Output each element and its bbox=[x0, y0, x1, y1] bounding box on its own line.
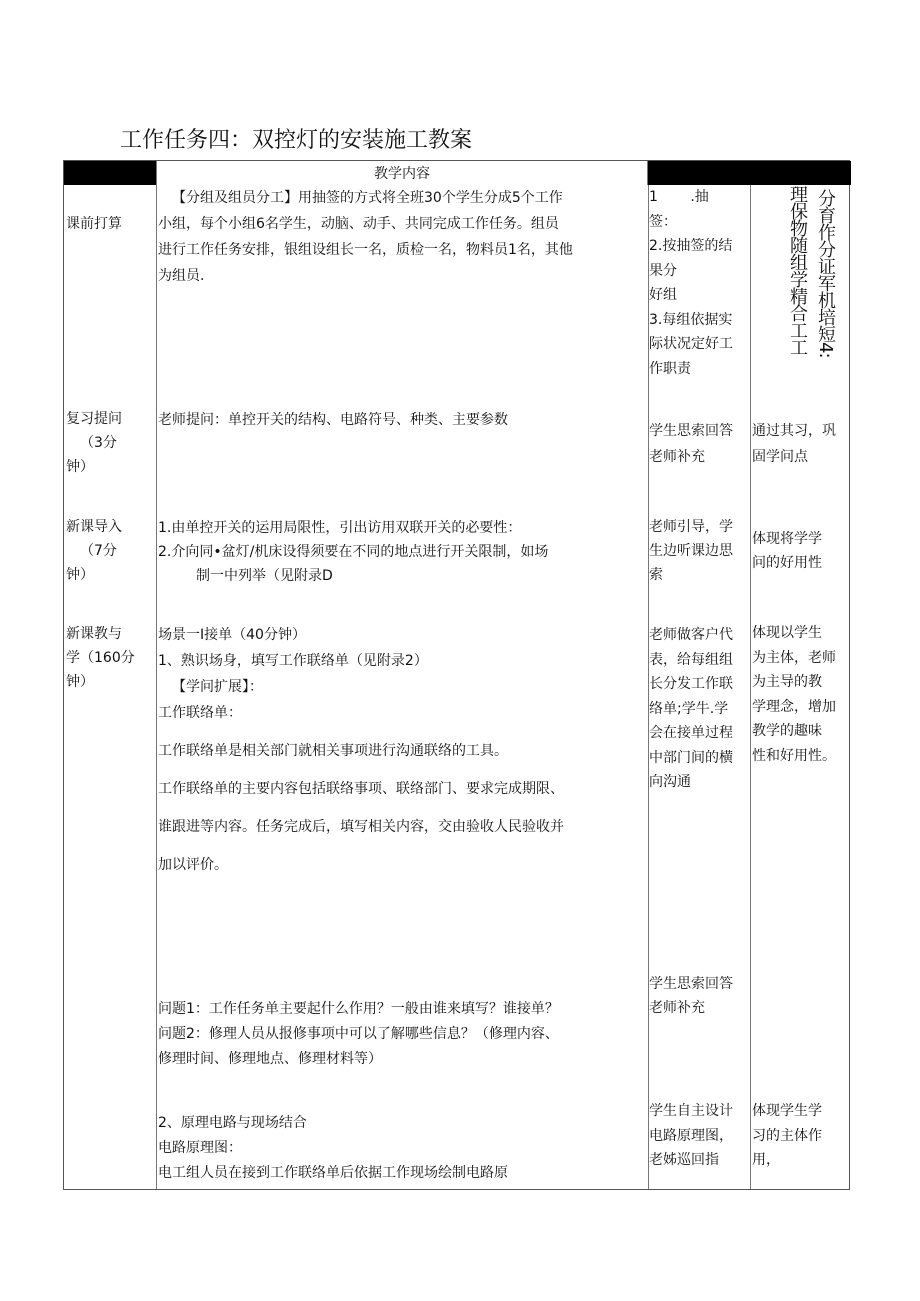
stage-line: 钟） bbox=[66, 459, 94, 475]
content-line: 工作联络单： bbox=[158, 705, 242, 721]
activity-line: 果分 bbox=[649, 262, 677, 279]
header-content-cell: 教学内容 bbox=[156, 161, 648, 185]
row-content bbox=[158, 1111, 648, 1186]
header-right-cell bbox=[648, 161, 851, 185]
content-line: 工作联络单是相关部门就相关事项进行沟通联络的工具。 bbox=[158, 743, 508, 759]
activity-line: 索 bbox=[649, 567, 663, 583]
page-title: 工作任务四：双控灯的安装施工教案 bbox=[120, 128, 473, 153]
lesson-plan-table bbox=[63, 160, 850, 1190]
stage-line: 新课教与 bbox=[66, 626, 122, 642]
content-line: 电工组人员在接到工作联络单后依据工作现场绘制电路原 bbox=[158, 1165, 508, 1181]
purpose-line: 通过其习，巩 bbox=[752, 423, 836, 439]
activity-line: 老师补充 bbox=[649, 1000, 705, 1016]
content-line: 问题1：工作任务单主要起什么作用？一般由谁来填写？谁接单？ bbox=[158, 1001, 559, 1017]
row-activity bbox=[649, 515, 749, 587]
stage-line: 钟） bbox=[66, 567, 94, 583]
activity-line: 学生自主设计 bbox=[649, 1103, 733, 1119]
row-content bbox=[158, 622, 648, 878]
content-line: 谁跟进等内容。任务完成后，填写相关内容，交由验收人民验收并 bbox=[158, 819, 564, 835]
content-line: 为组员. bbox=[158, 268, 205, 284]
row-activity bbox=[649, 972, 749, 1020]
content-line: 场景一I接单（40分钟） bbox=[158, 627, 306, 643]
stage-line: 学（160分 bbox=[66, 650, 135, 666]
content-line: 【学问扩展】： bbox=[172, 679, 263, 695]
content-line: 【分组及组员分工】用抽签的方式将全班30个学生分成5个工作 bbox=[172, 190, 563, 206]
row-content bbox=[158, 516, 648, 588]
row-purpose bbox=[752, 527, 848, 575]
content-line: 小组，每个小组6名学生，动脑、动手、共同完成工作任务。组员 bbox=[158, 216, 559, 232]
activity-line: 络单;学牛.学 bbox=[649, 700, 729, 717]
activity-line: 长分发工作联 bbox=[649, 676, 733, 692]
purpose-line: 学理念，增加 bbox=[752, 698, 836, 715]
activity-line: 老师引导，学 bbox=[649, 519, 733, 535]
row-purpose bbox=[752, 621, 848, 768]
activity-line: 学生思索回答 bbox=[649, 976, 733, 992]
activity-line: 表，给每组组 bbox=[649, 651, 733, 668]
stage-line: 复习提问 bbox=[66, 411, 122, 427]
content-line: 加以评价。 bbox=[158, 857, 228, 873]
activity-line: 际状况定好工 bbox=[649, 336, 733, 352]
header-stage-cell bbox=[64, 161, 156, 185]
stage-line: 钟） bbox=[66, 674, 94, 690]
purpose-line: 问的好用性 bbox=[752, 555, 822, 571]
purpose-vertical-text: 理保物随组学精合工工 bbox=[787, 185, 808, 355]
activity-line: 学生思索回答 bbox=[649, 423, 733, 439]
content-line: 老师提问：单控开关的结构、电路符号、种类、主要参数 bbox=[158, 412, 508, 428]
purpose-line: 体现以学生 bbox=[752, 625, 822, 641]
activity-line: 1 .抽 bbox=[649, 189, 709, 205]
stage-line: （7分 bbox=[80, 543, 117, 559]
row-activity bbox=[649, 185, 749, 381]
content-line: 1.由单控开关的运用局限性，引出访用双联开关的必要性： bbox=[158, 520, 522, 536]
purpose-line: 为主体，老师 bbox=[752, 649, 836, 666]
stage-line: （3分 bbox=[80, 435, 117, 451]
content-line: 工作联络单的主要内容包括联络事项、联络部门、要求完成期限、 bbox=[158, 781, 564, 797]
purpose-vertical-text: 分育作分证军机培短4: bbox=[815, 189, 836, 358]
row-stage bbox=[66, 407, 154, 479]
purpose-line: 体现将学学 bbox=[752, 531, 822, 547]
content-line: 电路原理图： bbox=[158, 1140, 242, 1156]
activity-line: 老姊巡回指 bbox=[649, 1152, 719, 1168]
row-purpose bbox=[752, 418, 848, 470]
row-content bbox=[158, 407, 648, 433]
content-line: 问题2：修理人员从报修事项中可以了解哪些信息？（修理内容、 bbox=[158, 1026, 559, 1042]
purpose-line: 性和好用性。 bbox=[752, 747, 836, 764]
row-content bbox=[158, 997, 648, 1072]
activity-line: 3.每组依据实 bbox=[649, 311, 733, 328]
row-content bbox=[158, 185, 648, 289]
activity-line: 会在接单过程 bbox=[649, 725, 733, 741]
content-line: 修理时间、修理地点、修理材料等） bbox=[158, 1051, 382, 1067]
purpose-line: 体现学生学 bbox=[752, 1103, 822, 1119]
purpose-line: 固学问点 bbox=[752, 449, 808, 465]
row-activity bbox=[649, 1099, 749, 1173]
purpose-line: 教学的趣味 bbox=[752, 723, 822, 739]
content-line: 1、熟识场身，填写工作联络单（见附录2） bbox=[158, 653, 428, 669]
activity-line: 中部门间的横 bbox=[649, 749, 733, 766]
row-stage bbox=[66, 622, 154, 694]
activity-line: 老师补充 bbox=[649, 449, 705, 465]
purpose-line: 为主导的教 bbox=[752, 674, 822, 690]
column-divider bbox=[156, 185, 157, 1189]
activity-line: 作职责 bbox=[649, 360, 691, 377]
row-stage bbox=[66, 515, 154, 587]
row-stage: 课前打算 bbox=[66, 216, 122, 232]
purpose-line: 习的主体作 bbox=[752, 1127, 822, 1144]
content-line: 制一中列举（见附录D bbox=[196, 568, 333, 584]
activity-line: 好组 bbox=[649, 287, 677, 303]
content-line: 进行工作任务安排，银组设组长一名，质检一名，物料员1名，其他 bbox=[158, 242, 573, 258]
row-activity bbox=[649, 418, 749, 470]
activity-line: 电路原理图， bbox=[649, 1127, 733, 1144]
activity-line: 生边听课边思 bbox=[649, 543, 733, 559]
stage-line: 新课导入 bbox=[66, 519, 122, 535]
content-line: 2、原理电路与现场结合 bbox=[158, 1115, 307, 1131]
activity-line: 老师做客户代 bbox=[649, 627, 733, 643]
column-divider bbox=[750, 185, 751, 1189]
purpose-line: 用， bbox=[752, 1152, 780, 1168]
row-activity bbox=[649, 623, 749, 795]
activity-line: 向沟通 bbox=[649, 774, 691, 790]
activity-line: 签： bbox=[649, 213, 677, 230]
activity-line: 2.按抽签的结 bbox=[649, 238, 733, 254]
row-purpose bbox=[752, 1099, 848, 1173]
content-line: 2.介向同•盆灯/机床设得须要在不同的地点进行开关限制，如场 bbox=[158, 544, 549, 560]
